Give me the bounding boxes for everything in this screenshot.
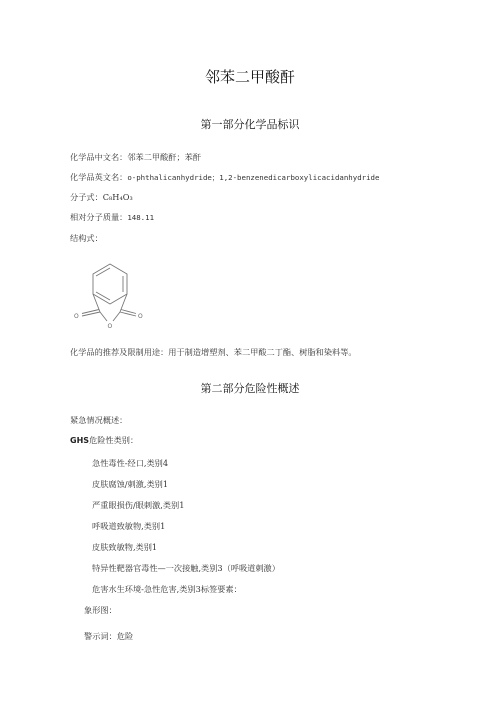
ghs-category-label: 危险性类别： bbox=[89, 435, 139, 445]
section-2-title: 第二部分危险性概述 bbox=[200, 382, 300, 395]
molecular-weight-line bbox=[70, 211, 154, 224]
cn-name-line bbox=[70, 151, 201, 163]
document-title: 邻苯二甲酸酐 bbox=[204, 68, 295, 86]
benzene-ring bbox=[93, 264, 127, 304]
signal-word-label: 警示词： bbox=[84, 631, 117, 641]
bond-right-ring-oxygen bbox=[113, 312, 120, 321]
formula-line bbox=[70, 191, 133, 203]
hazard-item: 急性毒性-经口,类别4 bbox=[92, 458, 169, 468]
formula-value: C₈H₄O₃ bbox=[102, 192, 133, 202]
cn-name-label: 化学品中文名： bbox=[70, 152, 128, 162]
en-name-line bbox=[70, 171, 379, 184]
ghs-category-line bbox=[70, 434, 138, 447]
signal-word-line bbox=[84, 630, 133, 642]
recommended-use-line bbox=[70, 346, 357, 358]
hazard-item: 皮肤致敏物,类别1 bbox=[92, 542, 158, 552]
section-1-title: 第一部分化学品标识 bbox=[200, 118, 300, 131]
structure-label: 结构式： bbox=[70, 233, 103, 243]
hazard-item: 危害水生环境-急性危害,类别3标签要素： bbox=[92, 584, 242, 594]
phthalic-anhydride-structure bbox=[70, 258, 150, 338]
hazard-item: 严重眼损伤/眼刺激,类别1 bbox=[92, 500, 185, 510]
hazard-item: 特异性靶器官毒性—一次接触,类别3（呼吸道刺激） bbox=[92, 563, 280, 573]
recommended-use-label: 化学品的推荐及限制用途： bbox=[70, 347, 169, 357]
signal-word-value: 危险 bbox=[116, 631, 134, 641]
atom-label-right-o: O bbox=[138, 313, 143, 320]
bond-left-ring-oxygen bbox=[100, 312, 107, 321]
molecular-weight-label: 相对分子质量： bbox=[70, 212, 128, 222]
en-name-label: 化学品英文名： bbox=[70, 172, 128, 182]
hazard-item: 呼吸道致敏物,类别1 bbox=[92, 521, 166, 531]
formula-label: 分子式： bbox=[70, 192, 103, 202]
ghs-prefix: GHS bbox=[70, 436, 90, 445]
atom-label-left-o: O bbox=[74, 313, 79, 320]
atom-label-ring-o: O bbox=[107, 323, 113, 330]
emergency-overview-label: 紧急情况概述： bbox=[70, 415, 128, 425]
en-name-value: o-phthalicanhydride；1,2-benzenedicarboxylicacidanhydride bbox=[127, 173, 380, 182]
hazard-item: 皮肤腐蚀/刺激,类别1 bbox=[92, 479, 169, 489]
molecular-weight-value: 148.11 bbox=[127, 213, 155, 222]
ring-double-bond-1 bbox=[96, 268, 110, 276]
recommended-use-value: 用于制造增塑剂、苯二甲酸二丁酯、树脂和染料等。 bbox=[168, 347, 357, 357]
cn-name-value: 邻苯二甲酸酐；苯酐 bbox=[127, 152, 202, 162]
pictogram-label: 象形图： bbox=[84, 605, 117, 615]
bond-right-carbonyl bbox=[120, 294, 127, 312]
ring-double-bond-3 bbox=[96, 292, 110, 300]
